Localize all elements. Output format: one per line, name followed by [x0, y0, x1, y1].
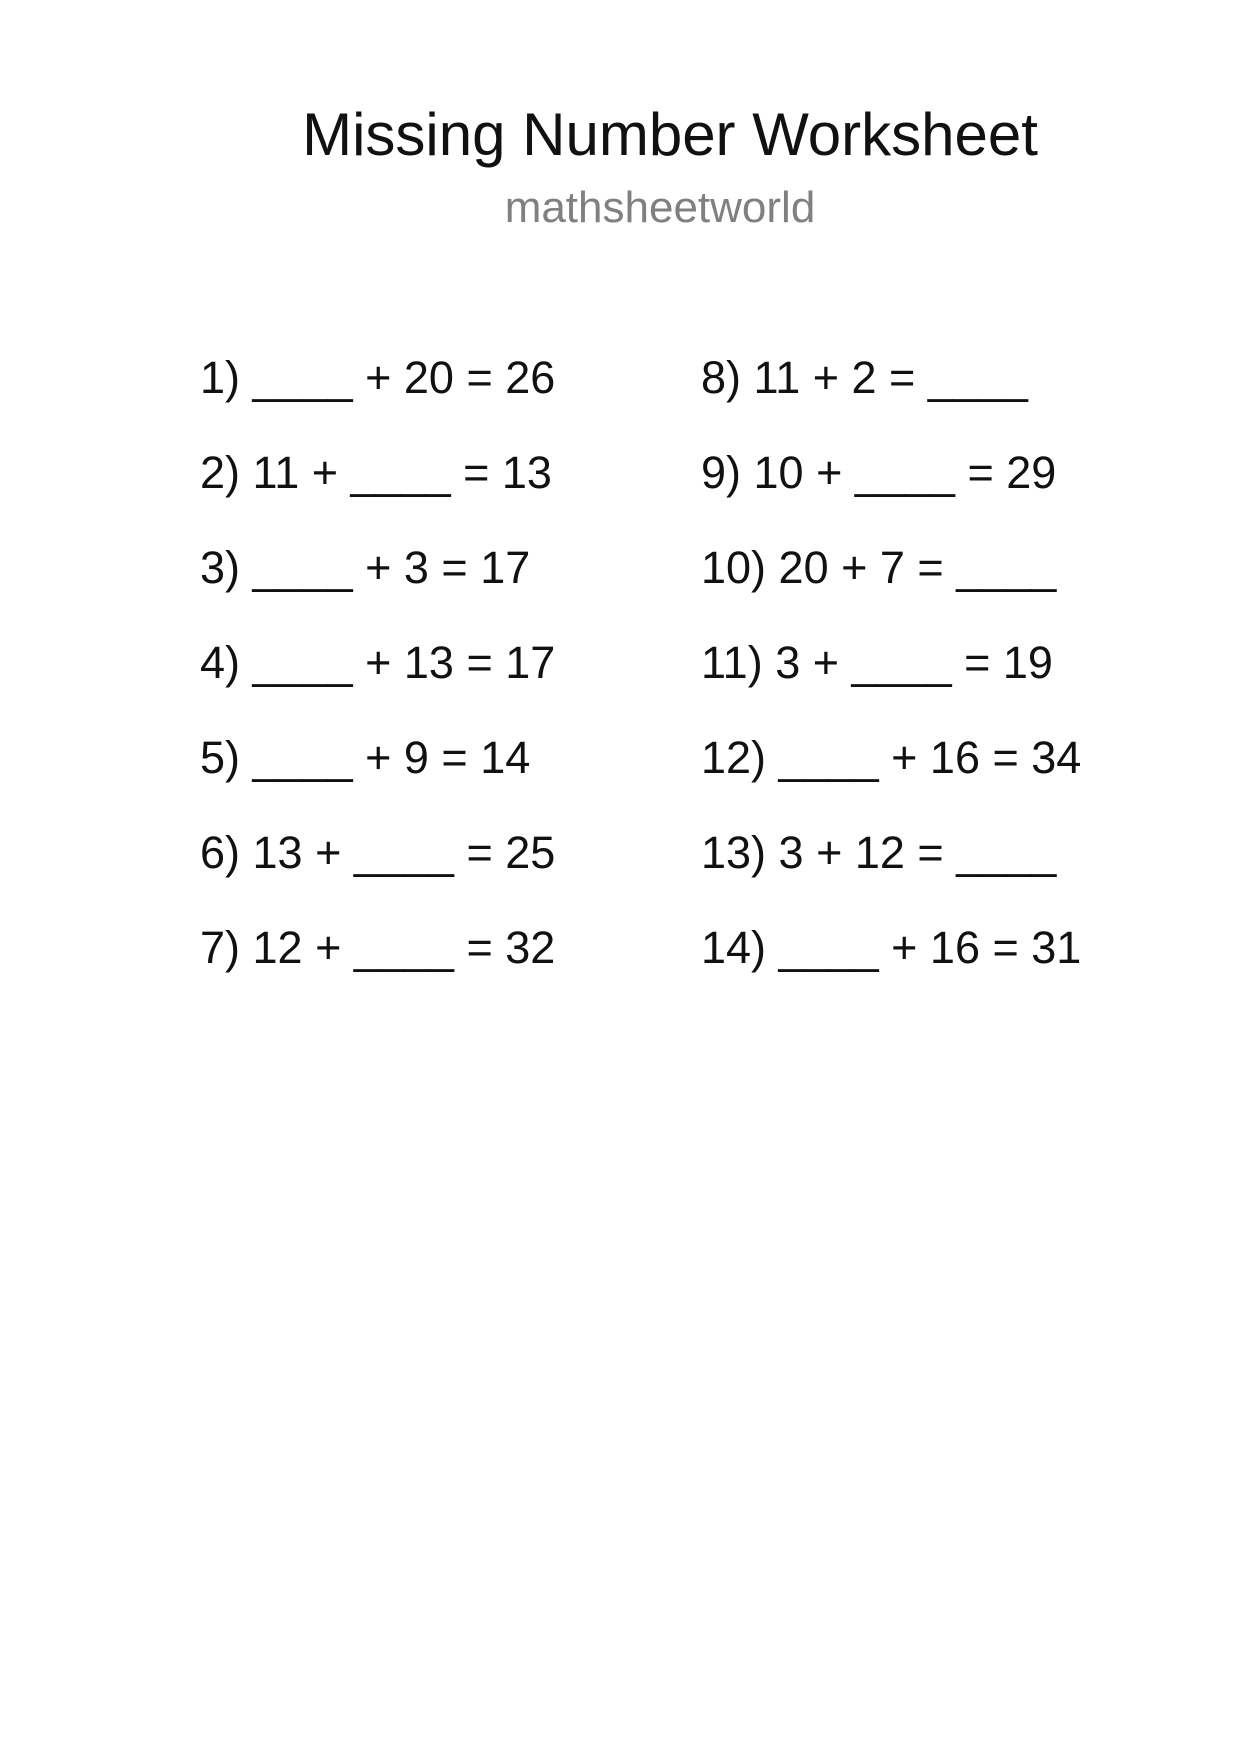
- problem-7: 7) 12 + ____ = 32: [200, 922, 556, 973]
- problem-1: 1) ____ + 20 = 26: [200, 352, 556, 403]
- problem-14: 14) ____ + 16 = 31: [701, 922, 1082, 973]
- problem-6: 6) 13 + ____ = 25: [200, 827, 556, 878]
- problem-9: 9) 10 + ____ = 29: [701, 447, 1057, 498]
- problem-10: 10) 20 + 7 = ____: [701, 542, 1057, 593]
- source-label: mathsheetworld: [504, 183, 816, 232]
- page-title: Missing Number Worksheet: [302, 101, 1038, 168]
- problems-left-column: [200, 348, 760, 1013]
- problem-11: 11) 3 + ____ = 19: [701, 637, 1053, 688]
- problem-2: 2) 11 + ____ = 13: [200, 447, 552, 498]
- problem-5: 5) ____ + 9 = 14: [200, 732, 531, 783]
- problem-3: 3) ____ + 3 = 17: [200, 542, 531, 593]
- problem-12: 12) ____ + 16 = 34: [701, 732, 1082, 783]
- problem-8: 8) 11 + 2 = ____: [701, 352, 1028, 403]
- problem-13: 13) 3 + 12 = ____: [701, 827, 1057, 878]
- problem-4: 4) ____ + 13 = 17: [200, 637, 556, 688]
- problems-right-column: [701, 348, 1240, 1013]
